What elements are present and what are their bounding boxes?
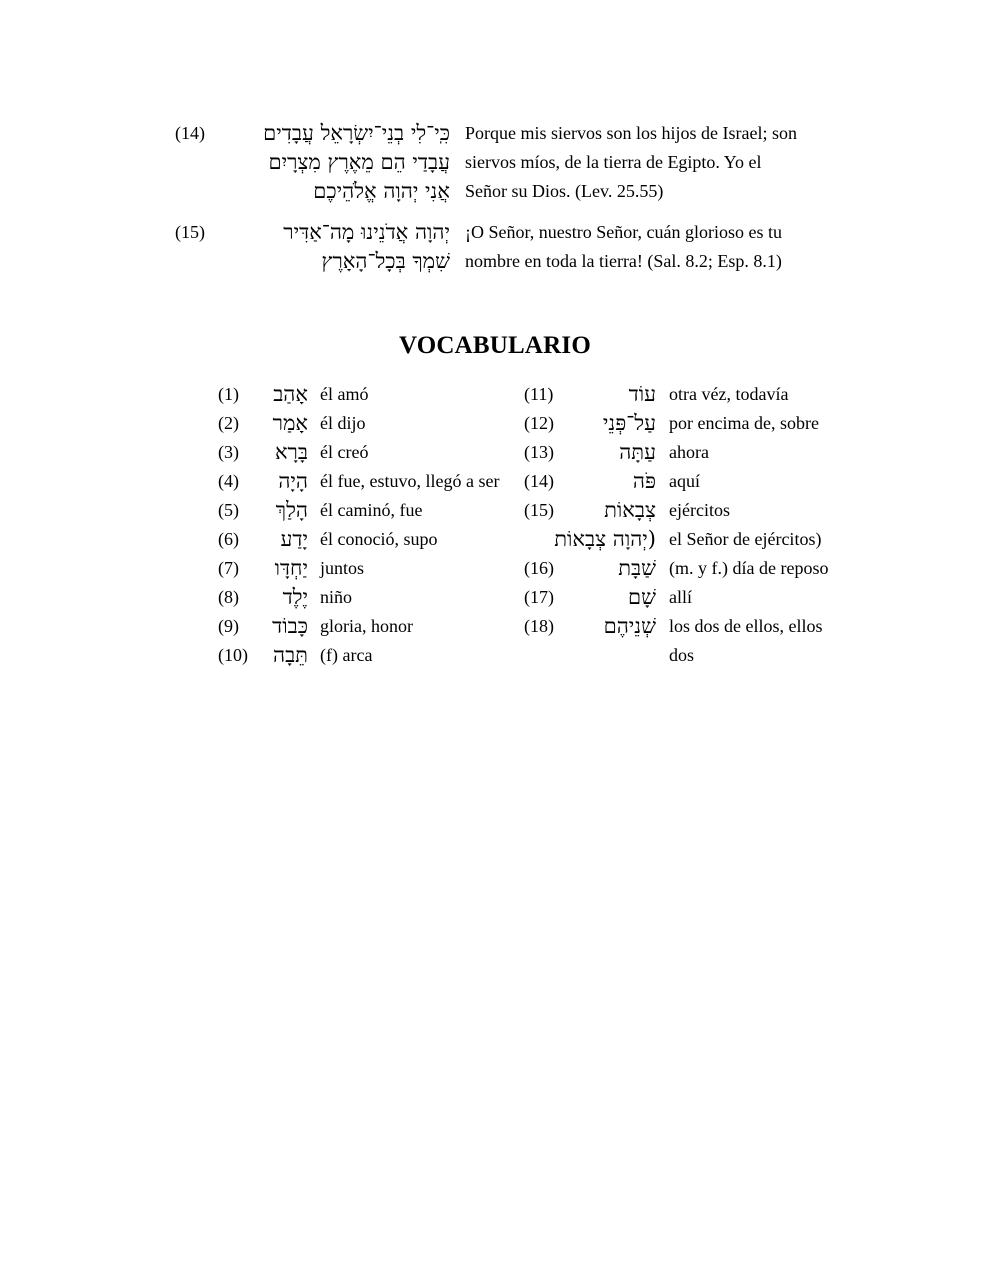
vocab-number: (15) — [524, 500, 554, 520]
translation-line: ¡O Señor, nuestro Señor, cuán glorioso es tu — [465, 222, 783, 242]
vocab-row — [0, 380, 990, 409]
vocab-number: (6) — [218, 529, 239, 549]
vocab-row — [0, 438, 990, 467]
vocab-hebrew: אָמַר — [272, 411, 308, 435]
vocab-hebrew: יָדַע — [280, 527, 308, 551]
vocab-gloss: ahora — [669, 442, 709, 462]
vocab-hebrew: כָּבוֹד — [272, 614, 308, 638]
vocab-gloss: él conoció, supo — [320, 529, 438, 549]
vocab-row — [0, 467, 990, 496]
vocab-hebrew: שְׁנֵיהֶם — [603, 614, 656, 638]
vocab-number: (8) — [218, 587, 239, 607]
vocab-number: (10) — [218, 645, 248, 665]
hebrew-line: כִּֽי־לִי בְנֵי־יִשְׂרָאֵל עֲבָדִים — [263, 121, 450, 145]
vocab-hebrew: שָׁם — [628, 585, 656, 609]
vocab-gloss: aquí — [669, 471, 700, 491]
translation-line: Señor su Dios. (Lev. 25.55) — [465, 181, 664, 201]
vocab-number: (12) — [524, 413, 554, 433]
vocab-hebrew: (יְהוָה צְבָאוֹת — [554, 527, 656, 551]
verse-number: (15) — [175, 222, 205, 242]
vocab-number: (16) — [524, 558, 554, 578]
vocab-gloss: él dijo — [320, 413, 366, 433]
vocab-gloss: por encima de, sobre — [669, 413, 819, 433]
hebrew-line: שִׁמְךָ בְּכָל־הָאָרֶץ — [321, 249, 450, 273]
vocab-number: (18) — [524, 616, 554, 636]
vocab-number: (7) — [218, 558, 239, 578]
vocab-gloss: él caminó, fue — [320, 500, 423, 520]
vocab-gloss: gloria, honor — [320, 616, 413, 636]
hebrew-line: יְהוָה אֲדֹנֵינוּ מָה־אַדִּיר — [283, 220, 450, 244]
vocab-hebrew: הָיָה — [278, 469, 308, 493]
verse-hebrew — [283, 218, 450, 276]
vocab-number: (5) — [218, 500, 239, 520]
vocab-row — [0, 409, 990, 438]
vocab-hebrew: עַתָּה — [619, 440, 656, 464]
vocab-gloss: él fue, estuvo, llegó a ser — [320, 471, 500, 491]
vocab-hebrew: פֹּה — [632, 469, 656, 493]
verse-number: (14) — [175, 123, 205, 143]
translation-line: nombre en toda la tierra! (Sal. 8.2; Esp. 8.1) — [465, 251, 782, 271]
vocab-row — [0, 554, 990, 583]
vocab-number: (2) — [218, 413, 239, 433]
vocab-row — [0, 612, 990, 641]
vocab-hebrew: עַל־פְּנֵי — [602, 411, 656, 435]
vocab-gloss: otra véz, todavía — [669, 384, 789, 404]
translation-line: Porque mis siervos son los hijos de Israel; son — [465, 123, 797, 143]
vocab-hebrew: עוֹד — [628, 382, 656, 406]
vocab-row — [0, 496, 990, 525]
hebrew-line: אֲנִי יְהוָה אֱלֹהֵיכֶם — [313, 179, 450, 203]
vocab-gloss: allí — [669, 587, 692, 607]
vocab-hebrew: אָהַב — [273, 382, 308, 406]
vocabulary-heading: VOCABULARIO — [399, 332, 591, 359]
vocab-number: (14) — [524, 471, 554, 491]
vocab-gloss: dos — [669, 645, 695, 665]
vocab-gloss: juntos — [320, 558, 365, 578]
vocab-hebrew: צְבָאוֹת — [604, 498, 656, 522]
vocab-hebrew: יַחְדָּו — [274, 556, 308, 580]
verse-translation — [465, 218, 865, 276]
vocab-gloss: el Señor de ejércitos) — [669, 529, 822, 549]
vocab-hebrew: שַׁבָּת — [618, 556, 656, 580]
vocab-hebrew: הָלַךְ — [275, 498, 308, 522]
vocab-number: (11) — [524, 384, 554, 404]
vocab-number: (17) — [524, 587, 554, 607]
vocab-gloss: (f) arca — [320, 645, 373, 665]
vocab-gloss: él creó — [320, 442, 369, 462]
verse-translation — [465, 119, 865, 206]
vocab-row — [0, 583, 990, 612]
vocab-number: (1) — [218, 384, 239, 404]
vocab-gloss: niño — [320, 587, 353, 607]
vocab-hebrew: יֶלֶד — [282, 585, 308, 609]
vocab-number: (3) — [218, 442, 239, 462]
vocab-gloss: los dos de ellos, ellos — [669, 616, 823, 636]
vocab-row — [0, 641, 990, 670]
vocab-hebrew: תֵּבָה — [272, 643, 308, 667]
verse-hebrew — [263, 119, 450, 206]
vocab-gloss: él amó — [320, 384, 369, 404]
vocab-gloss: (m. y f.) día de reposo — [669, 558, 829, 578]
vocab-hebrew: בָּרָא — [274, 440, 308, 464]
vocab-number: (9) — [218, 616, 239, 636]
translation-line: siervos míos, de la tierra de Egipto. Yo el — [465, 152, 762, 172]
hebrew-line: עֲבָדַי הֵם מֵאֶרֶץ מִצְרָיִם — [268, 150, 450, 174]
vocab-number: (13) — [524, 442, 554, 462]
vocab-gloss: ejércitos — [669, 500, 730, 520]
vocab-number: (4) — [218, 471, 239, 491]
vocab-row — [0, 525, 990, 554]
